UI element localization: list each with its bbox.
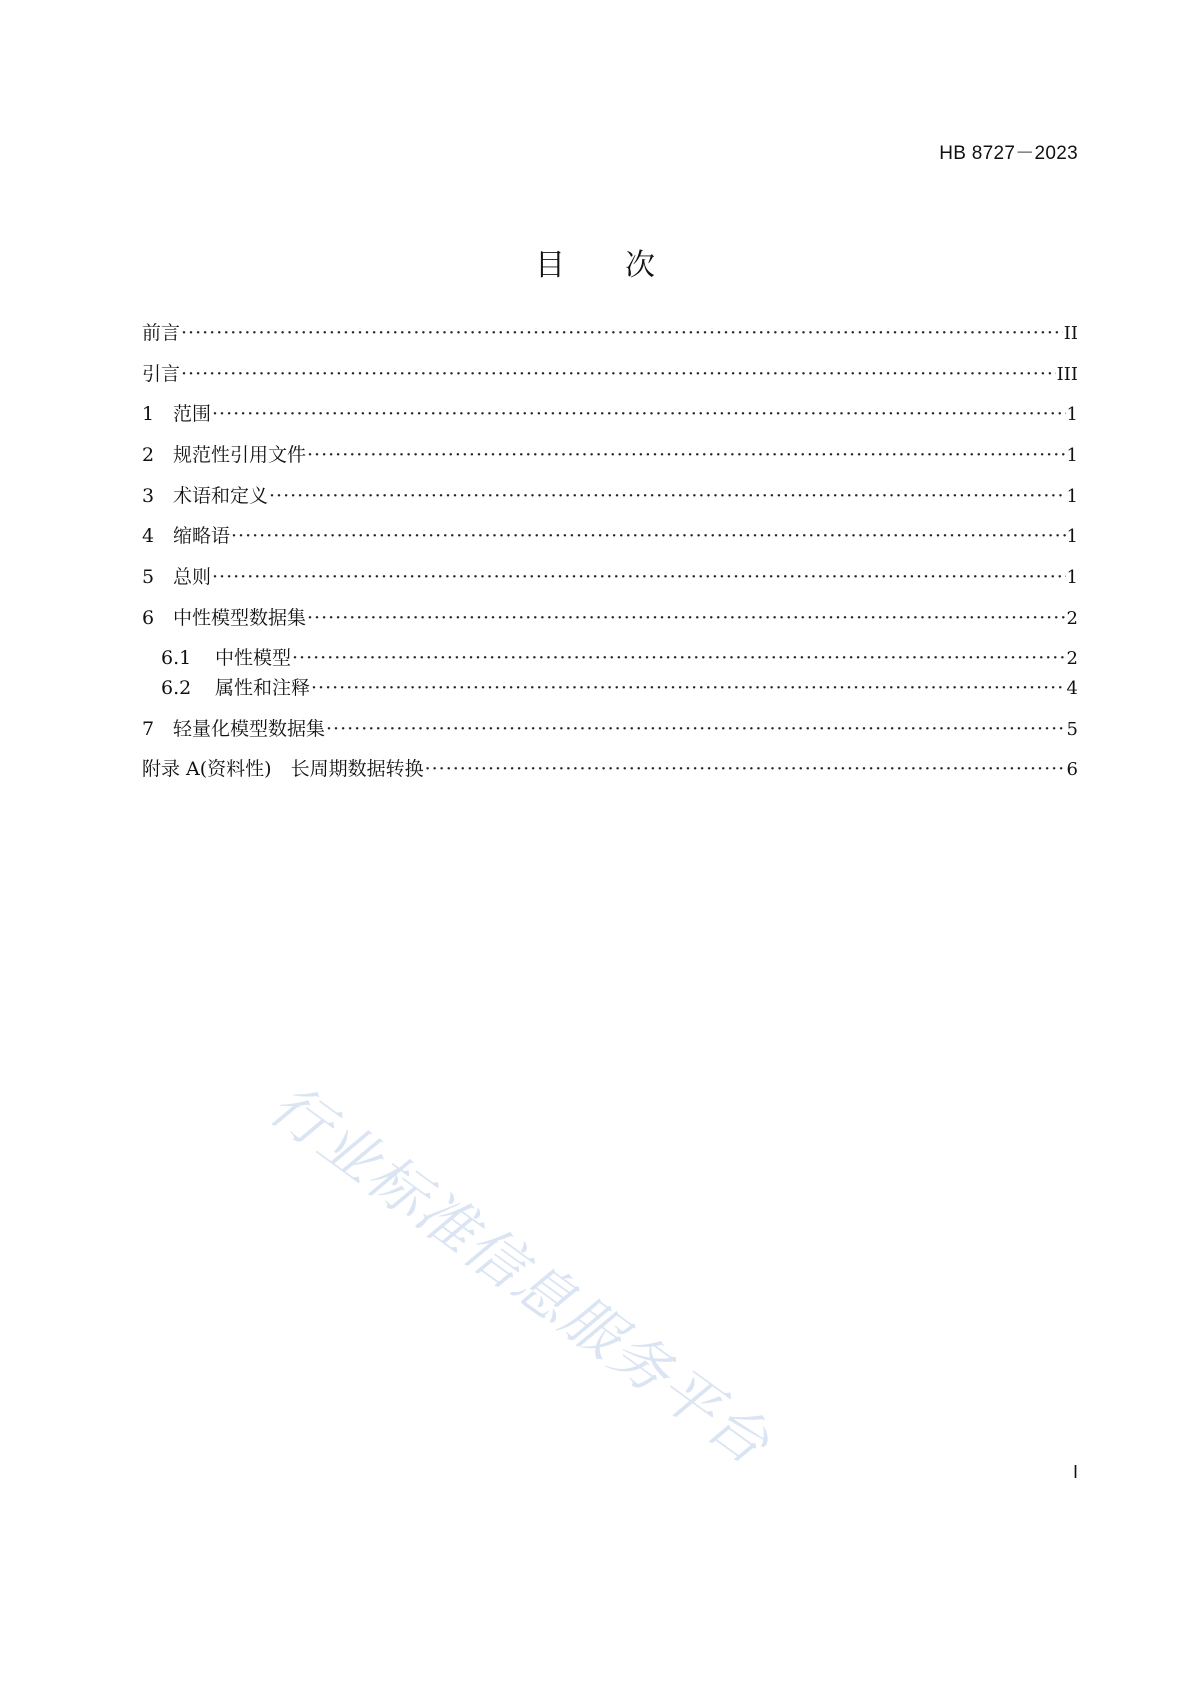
toc-entry-label: 总则: [173, 566, 212, 588]
toc-entry-label: 缩略语: [173, 525, 231, 547]
toc-entry-number: 4: [142, 525, 155, 547]
toc-entry-label: 轻量化模型数据集: [173, 718, 326, 740]
toc-entry-number: 6.2: [161, 677, 192, 699]
toc-entry[interactable]: [142, 318, 1078, 344]
toc-dot-leader: [326, 718, 1066, 740]
toc-entry-page: 2: [1066, 608, 1078, 629]
toc-dot-leader: [181, 322, 1063, 344]
toc-entry-label: 中性模型数据集: [173, 607, 307, 629]
toc-entry-label: 中性模型: [215, 647, 292, 669]
toc-entry-number: 5: [142, 566, 155, 588]
toc-entry[interactable]: [142, 714, 1078, 740]
toc-entry[interactable]: [142, 643, 1078, 669]
toc-dot-leader: [181, 363, 1056, 385]
toc-entry[interactable]: [142, 673, 1078, 699]
toc-entry-page: 2: [1066, 648, 1078, 669]
toc-entry-page: 6: [1066, 759, 1078, 780]
toc-entry-page: 1: [1066, 445, 1078, 466]
toc-entry-page: III: [1056, 364, 1078, 385]
toc-dot-leader: [231, 525, 1066, 547]
toc-entry[interactable]: [142, 754, 1078, 780]
toc-entry-label: 术语和定义: [173, 485, 269, 507]
toc-entry-page: 1: [1066, 404, 1078, 425]
standard-number: HB 8727－2023: [939, 143, 1078, 164]
page-title: 目 次: [535, 248, 655, 283]
toc-entry-number: 3: [142, 485, 155, 507]
toc-dot-leader: [269, 485, 1066, 507]
toc-entry[interactable]: [142, 440, 1078, 466]
toc-entry-number: 2: [142, 444, 155, 466]
toc-entry-page: 1: [1066, 486, 1078, 507]
toc-entry-label: 范围: [173, 403, 212, 425]
toc-dot-leader: [307, 444, 1066, 466]
toc-dot-leader: [212, 566, 1066, 588]
toc-entry[interactable]: [142, 521, 1078, 547]
toc-entry-number: 6.1: [161, 647, 192, 669]
toc-dot-leader: [311, 677, 1066, 699]
toc-dot-leader: [212, 403, 1066, 425]
toc-entry-number: 7: [142, 718, 155, 740]
toc-entry-label: 规范性引用文件: [173, 444, 307, 466]
toc-entry-label: 属性和注释: [215, 677, 311, 699]
toc-dot-leader: [307, 607, 1066, 629]
toc-entry-page: 4: [1066, 678, 1078, 699]
toc-entry-page: 1: [1066, 567, 1078, 588]
toc-dot-leader: [425, 758, 1066, 780]
toc-entry-label: 附录 A(资料性) 长周期数据转换: [142, 758, 424, 780]
toc-entry-page: 5: [1066, 719, 1078, 740]
toc-entry-page: II: [1063, 323, 1078, 344]
toc-entry[interactable]: [142, 603, 1078, 629]
toc-entry-page: 1: [1066, 526, 1078, 547]
toc-entry[interactable]: [142, 481, 1078, 507]
page-number: I: [1072, 1462, 1078, 1482]
toc-entry[interactable]: [142, 399, 1078, 425]
toc-entry[interactable]: [142, 359, 1078, 385]
watermark: 行业标准信息服务平台: [257, 1070, 783, 1479]
toc-entry-label: 前言: [142, 322, 181, 344]
toc-entry[interactable]: [142, 562, 1078, 588]
toc-entry-number: 1: [142, 403, 155, 425]
toc-entry-label: 引言: [142, 363, 181, 385]
toc-entry-number: 6: [142, 607, 155, 629]
toc-dot-leader: [292, 647, 1066, 669]
